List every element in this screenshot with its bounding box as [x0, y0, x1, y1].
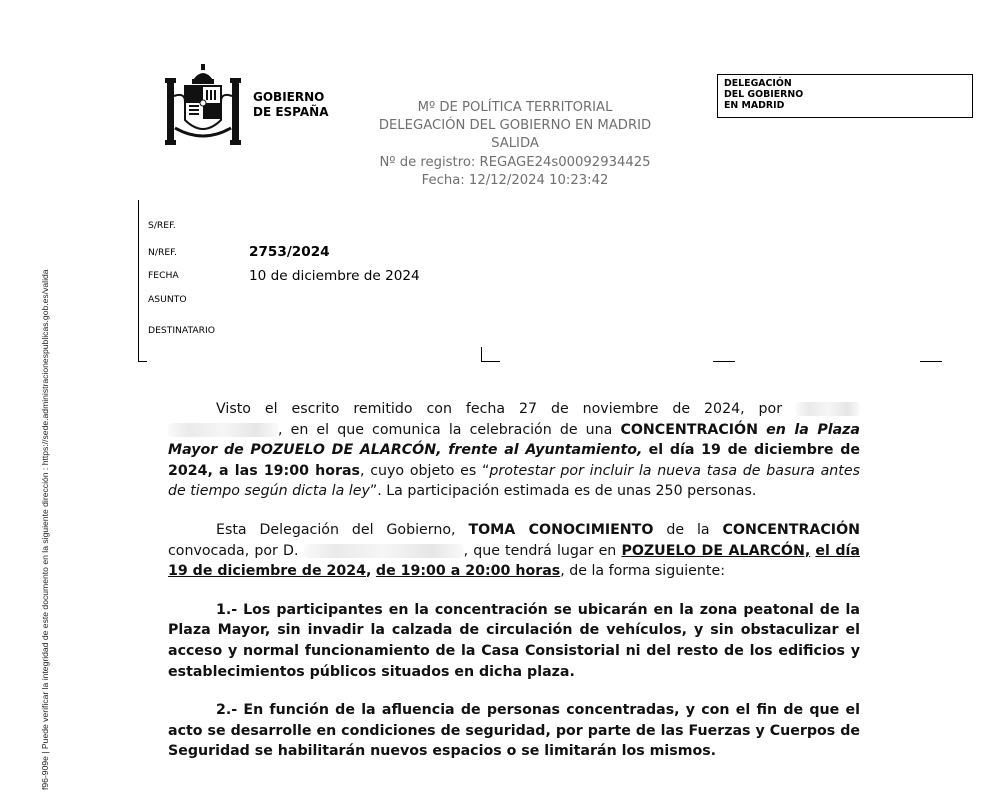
delegation-line: EN MADRID [724, 100, 785, 111]
delegation-line: DEL GOBIERNO [724, 89, 804, 100]
coat-of-arms-icon [163, 62, 243, 152]
redacted-name [168, 423, 278, 437]
fecha-value: 10 de diciembre de 2024 [249, 268, 420, 284]
fecha-label: FECHA [148, 270, 179, 281]
delegation-box [717, 74, 973, 118]
paragraph-condition-2: 2.- En función de la afluencia de personas concentradas, y con el fin de que el acto se desarrolle en condiciones de seguridad, por parte de las Fuerzas y Cuerpos de Seguridad se habilitarán nuevos espacios o se limitarán los mismos. [168, 702, 860, 760]
destinatario-label: DESTINATARIO [148, 325, 215, 336]
nref-label: N/REF. [148, 247, 177, 258]
verification-side-note: f96-909e | Puede verificar la integridad de este documento en la siguiente dirección : https://sede.administracionespublicas.gob.es/valida [40, 269, 50, 790]
paragraph-condition-1: 1.- Los participantes en la concentración se ubicarán en la zona peatonal de la Plaza Mayor, sin invadir la calzada de circulación de vehículos, y sin obstaculizar el acceso y normal funcionamiento de la Casa Consistorial ni del resto de los edificios y establecimientos públicos situados en dicha plaza. [168, 601, 860, 680]
government-name-line1: GOBIERNO [253, 90, 325, 104]
registry-stamp [340, 99, 690, 190]
window-mark-right [713, 361, 735, 362]
window-mark-left [138, 200, 139, 362]
redacted-name [796, 402, 860, 416]
government-name-line2: DE ESPAÑA [253, 105, 329, 119]
stamp-direction: SALIDA [491, 136, 539, 152]
redacted-name [304, 544, 464, 558]
sref-label: S/REF. [148, 220, 176, 231]
stamp-delegation: DELEGACIÓN DEL GOBIERNO EN MADRID [378, 118, 652, 134]
delegation-line: DELEGACIÓN [724, 78, 792, 89]
paragraph-acknowledgement: Esta Delegación del Gobierno, TOMA CONOCIMIENTO de la CONCENTRACIÓN convocada, por D. , que tendrá lugar en POZUELO DE ALARCÓN, el día 19 de diciembre de 2024, de 19:00 a 20:00 horas, de la forma siguiente: [168, 521, 861, 580]
window-mark-left-foot [138, 361, 147, 362]
stamp-ministry: Mº DE POLÍTICA TERRITORIAL [417, 100, 613, 115]
document-body [168, 399, 860, 780]
window-mark-mid [481, 347, 482, 362]
stamp-registry-number: Nº de registro: REGAGE24s00092934425 [379, 154, 651, 170]
window-mark-mid-foot [481, 361, 500, 362]
asunto-label: ASUNTO [148, 294, 187, 305]
window-mark-far-right [920, 361, 942, 362]
paragraph-notice: Visto el escrito remitido con fecha 27 de noviembre de 2024, por , en el que comunica la celebración de una CONCENTRACIÓN en la Plaza Mayor de POZUELO DE ALARCÓN, frente al Ayuntamiento, el día 19 de diciembre de 2024, a las 19:00 horas, cuyo objeto es “protestar por incluir la nueva tasa de basura antes de tiempo según dicta la ley”. La participación estimada es de unas 250 personas. [168, 401, 861, 500]
stamp-date: Fecha: 12/12/2024 10:23:42 [421, 172, 609, 188]
nref-value: 2753/2024 [249, 244, 330, 260]
government-name [253, 90, 329, 120]
